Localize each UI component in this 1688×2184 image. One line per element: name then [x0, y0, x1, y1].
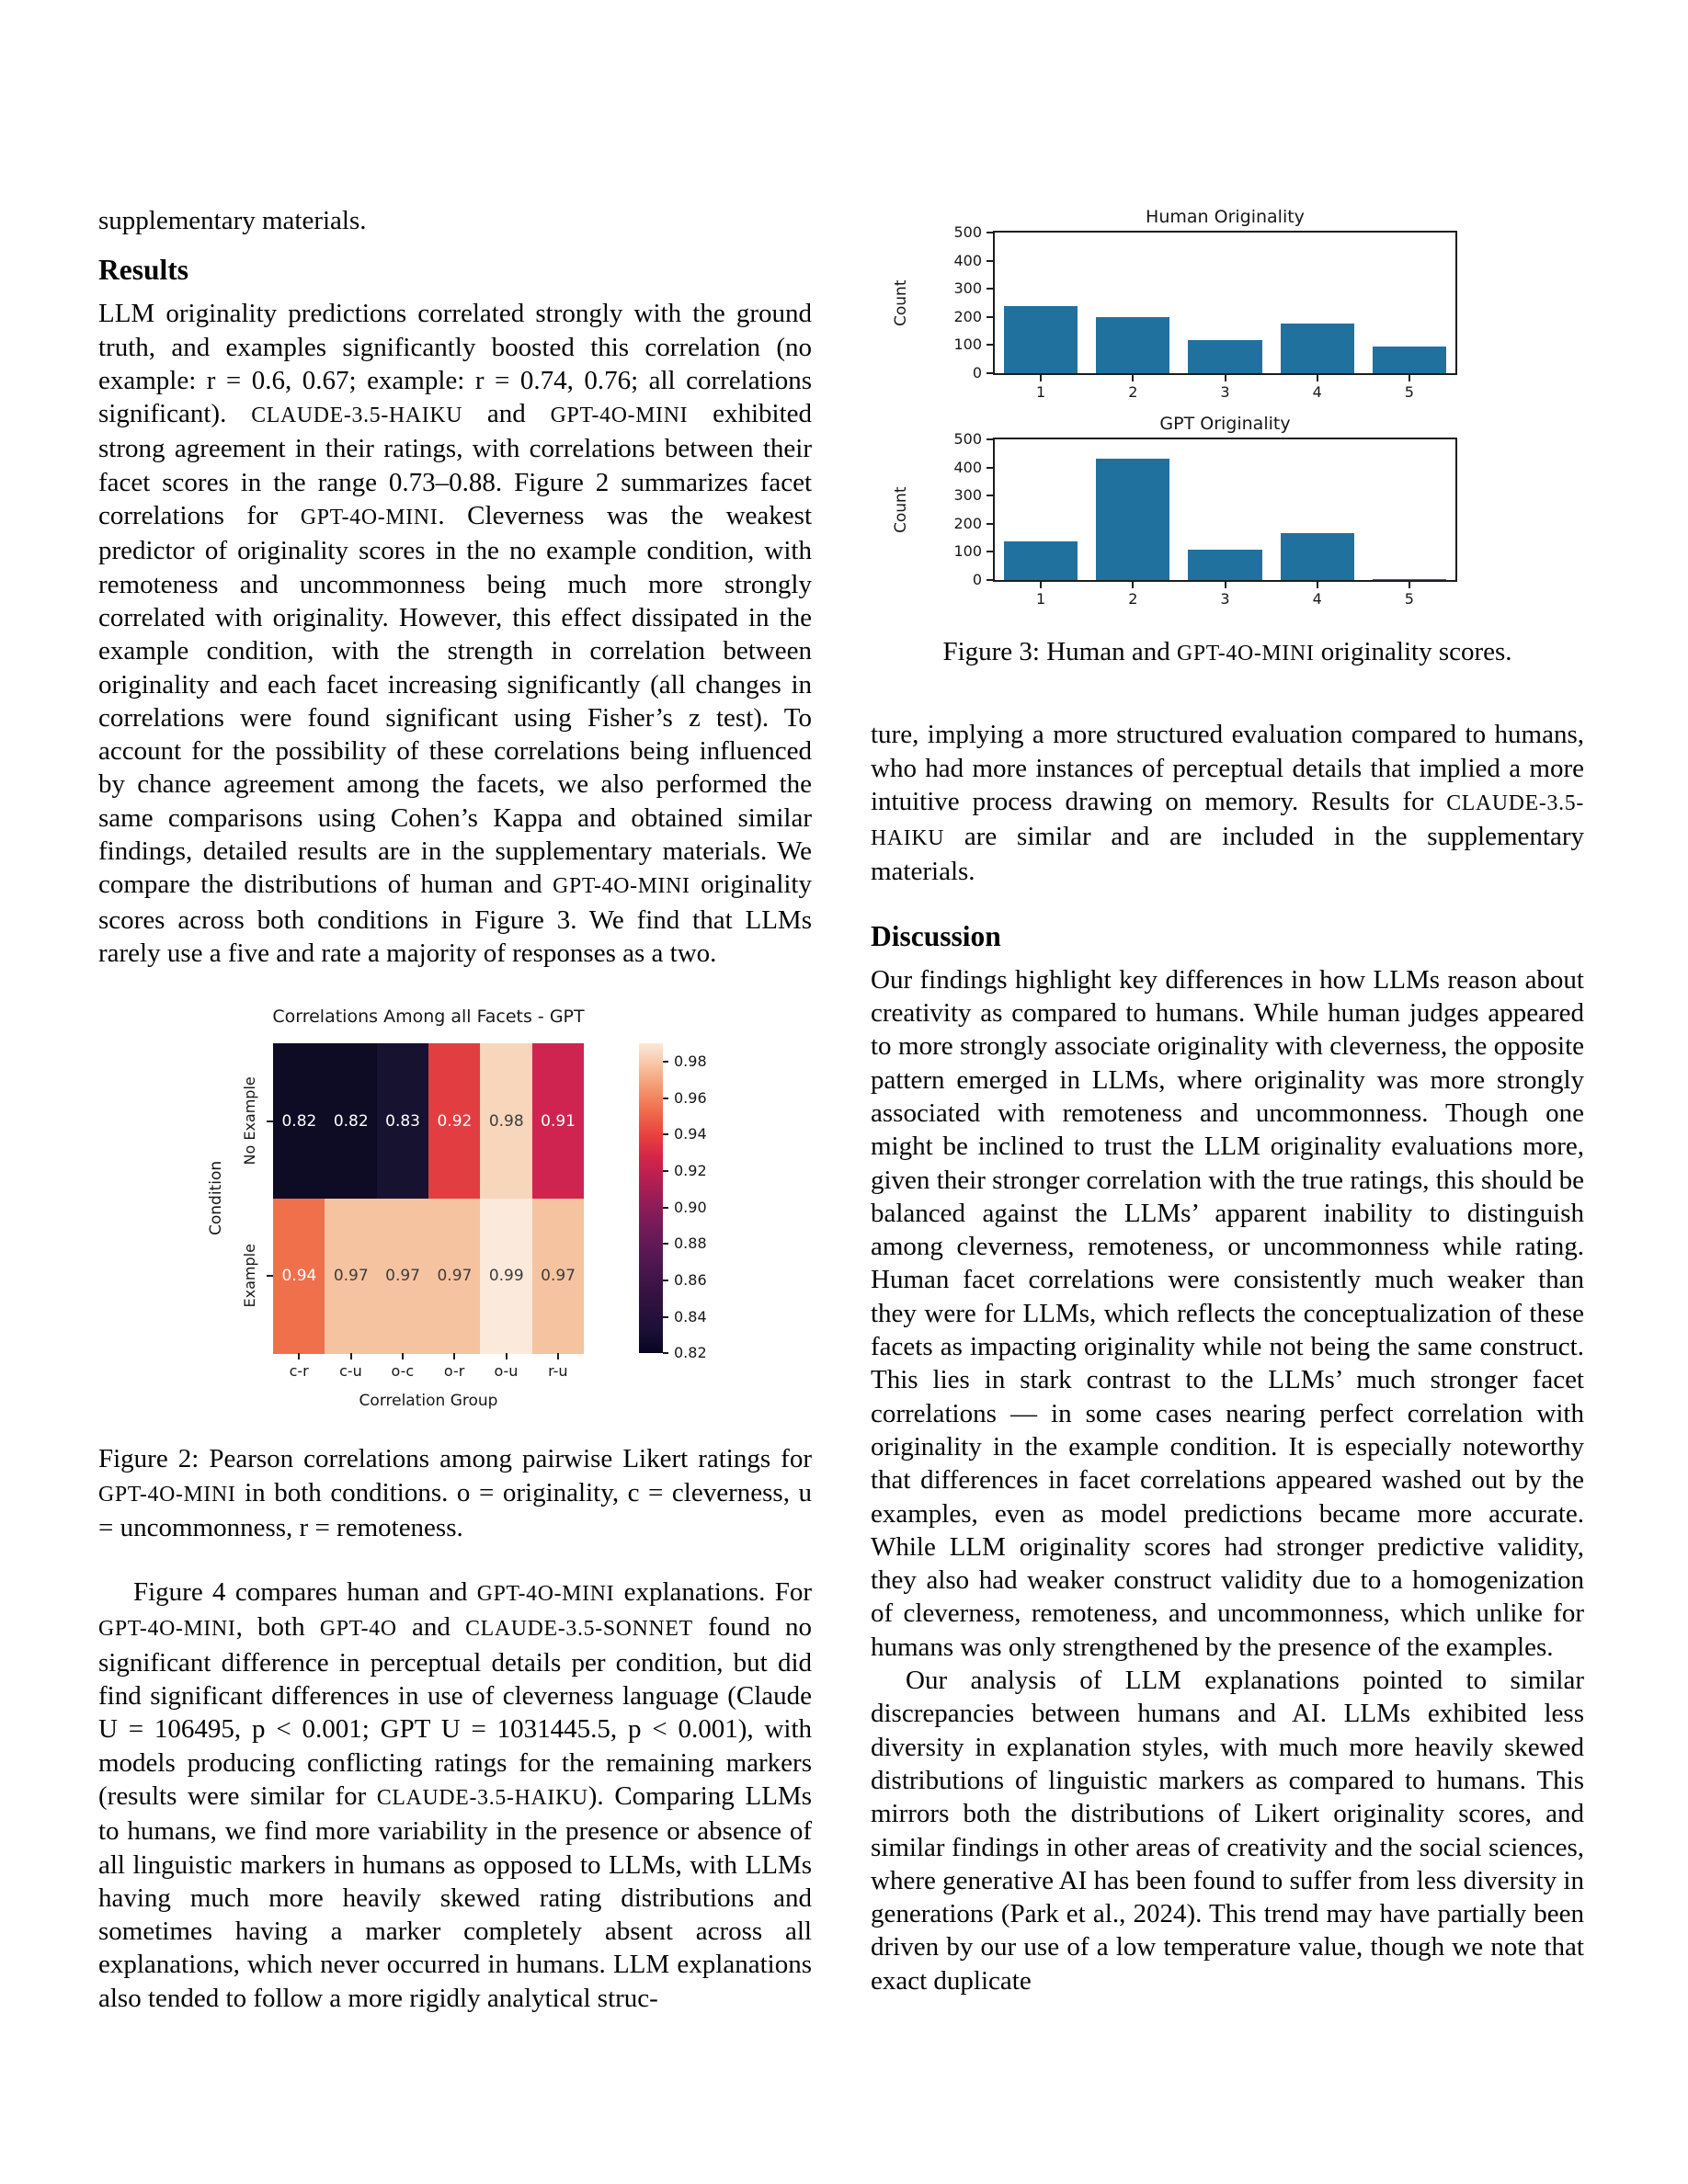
bar-3 — [1188, 340, 1261, 373]
heatmap-cell-Example-c-u: 0.97 — [325, 1199, 377, 1354]
bar-5 — [1373, 347, 1446, 373]
x-tick — [1317, 375, 1318, 381]
colorbar-tick — [663, 1170, 668, 1172]
x-tick-label: 3 — [1220, 383, 1230, 401]
model-name: GPT-4O-MINI — [1176, 642, 1315, 665]
bar-3 — [1188, 550, 1261, 580]
paragraph-supplementary-tail: supplementary materials. — [98, 206, 367, 235]
y-tick-label: 500 — [953, 223, 982, 241]
x-tick-label: r-u — [548, 1362, 568, 1381]
y-tick — [987, 495, 993, 496]
right-column — [871, 207, 1584, 1997]
figure2-caption: Figure 2: Pearson correlations among pairwise Likert ratings for GPT-4O-MINI in both conditions. o = originality, c = cleverness, u = uncommonness, r = remoteness. — [98, 1444, 812, 1542]
x-tick — [1409, 582, 1410, 588]
bar-4 — [1281, 533, 1354, 580]
y-tick-label: 200 — [953, 514, 982, 532]
model-name: CLAUDE-3.5-HAIKU — [376, 1785, 588, 1810]
x-tick-label: c-r — [289, 1362, 309, 1381]
x-tick-label: 3 — [1220, 590, 1230, 608]
model-name: CLAUDE-3.5-HAIKU — [251, 404, 463, 428]
y-tick — [987, 523, 993, 525]
x-tick — [350, 1353, 352, 1359]
y-tick — [987, 372, 993, 374]
heatmap-cell-No Example-c-r: 0.82 — [273, 1043, 325, 1199]
discussion-paragraph-2: Our analysis of LLM explanations pointed to similar discrepancies between humans and AI. LLMs exhibited less diversity in explanation styles, with much more heavily skewed distributions of linguistic markers as compared to humans. This mirrors both the distributions of Likert originality scores, and similar findings in other areas of creativity and the social sciences, where generative AI has been found to suffer from less diversity in generations (Park et al., 2024). This trend may have partially been driven by our use of a low temperature value, though we note that exact duplicate — [871, 1666, 1584, 1996]
heatmap-cell-Example-r-u: 0.97 — [532, 1199, 585, 1354]
discussion-heading: Discussion — [871, 919, 1001, 952]
x-tick-label: 2 — [1128, 590, 1138, 608]
heatmap-cell-No Example-o-c: 0.83 — [377, 1043, 429, 1199]
y-tick — [267, 1275, 273, 1277]
y-tick-label: 400 — [953, 251, 982, 269]
model-name: GPT-4O-MINI — [476, 1582, 615, 1607]
x-tick — [1040, 582, 1042, 588]
bar-1 — [1004, 541, 1078, 580]
y-tick-label: Example — [241, 1244, 258, 1308]
model-name: GPT-4O-MINI — [553, 874, 690, 899]
model-name: GPT-4O-MINI — [98, 1617, 236, 1642]
x-tick — [1225, 582, 1226, 588]
colorbar-tick-label: 0.88 — [674, 1234, 707, 1253]
x-tick — [557, 1353, 559, 1359]
chart-title: GPT Originality — [1159, 414, 1291, 434]
x-tick — [453, 1353, 455, 1359]
y-tick-label: No Example — [241, 1076, 258, 1166]
x-tick-label: 2 — [1128, 383, 1138, 401]
model-name: GPT-4O-MINI — [98, 1482, 236, 1507]
y-tick-label: 400 — [953, 458, 982, 476]
x-axis-label: Correlation Group — [359, 1392, 498, 1411]
figure3-caption: Figure 3: Human and GPT-4O-MINI originality scores. — [942, 637, 1512, 666]
colorbar-tick-label: 0.82 — [674, 1344, 707, 1362]
y-tick-label: 0 — [972, 571, 982, 588]
bar-1 — [1004, 306, 1078, 373]
x-tick-label: c-u — [339, 1362, 362, 1381]
y-tick — [987, 579, 993, 581]
x-tick-label: 1 — [1036, 383, 1046, 401]
discussion-paragraph-1: Our findings highlight key differences in how LLMs reason about creativity as compared to humans. While human judges appeared to more strongly associate originality with cleverness, the opposite pattern emerged in LLMs, where originality was more strongly associated with remoteness and uncommonness. Though one might be inclined to trust the LLM originality evaluations more, given their stronger correlation with the true ratings, this should be balanced against the LLMs’ apparent inability to distinguish among cleverness, remoteness, or uncommonness while rating. Human facet correlations were consistently much weaker than they were for LLMs, which reflects the conceptualization of these facets as impacting originality while not being the same construct. This lies in stark contrast to the LLMs’ much stronger facet correlations — in some cases nearing perfect correlation with originality in the example condition. It is especially noteworthy that differences in facet correlations appeared washed out by the examples, even as model predictions became more accurate. While LLM originality scores had stronger predictive validity, they also had weaker construct validity due to a homogenization of cleverness, remoteness, and uncommonness, which unlike for humans was only strengthened by the presence of the examples. — [871, 964, 1584, 1662]
model-name: CLAUDE-3.5-SONNET — [465, 1617, 693, 1642]
colorbar — [639, 1043, 663, 1353]
bar-5 — [1373, 579, 1446, 580]
x-tick — [1132, 582, 1134, 588]
figure3-charts — [871, 207, 1584, 609]
colorbar-tick — [663, 1207, 668, 1209]
results-heading: Results — [98, 254, 189, 287]
colorbar-tick — [663, 1280, 668, 1281]
x-tick — [1317, 582, 1318, 588]
colorbar-tick-label: 0.86 — [674, 1270, 707, 1289]
y-axis-label: Count — [892, 279, 910, 326]
colorbar-tick — [663, 1098, 668, 1099]
y-axis-label: Condition — [207, 1161, 225, 1236]
x-tick — [1040, 375, 1042, 381]
continuation-paragraph: ture, implying a more structured evaluation compared to humans, who had more instances of perceptual details that implied a more intuitive process drawing on memory. Results for CLAUDE-3.5-HAIKU are similar and are included in the supplementary materials. — [871, 720, 1584, 887]
x-tick-label: o-c — [391, 1362, 415, 1381]
x-tick-label: 4 — [1312, 590, 1322, 608]
y-tick — [987, 344, 993, 346]
colorbar-tick-label: 0.94 — [674, 1125, 707, 1143]
model-name: GPT-4O-MINI — [300, 506, 439, 530]
left-column — [98, 204, 812, 2015]
y-tick — [987, 316, 993, 318]
heatmap-cell-Example-o-c: 0.97 — [377, 1199, 429, 1354]
figure4-paragraph: Figure 4 compares human and GPT-4O-MINI explanations. For GPT-4O-MINI, both GPT-4O and CLAUDE-3.5-SONNET found no significant difference in perceptual details per condition, but did find significant differences in use of cleverness language (Claude U = 106495, p < 0.001; GPT U = 1031445.5, p < 0.001), with models producing conflicting ratings for the remaining markers (results were similar for CLAUDE-3.5-HAIKU). Comparing LLMs to humans, we find more variability in the presence or absence of all linguistic markers in humans as opposed to LLMs, with LLMs having much more heavily skewed rating distributions and sometimes having a marker completely absent across all explanations, which never occurred in humans. LLM explanations also tended to follow a more rigidly analytical struc- — [98, 1577, 812, 2013]
colorbar-tick — [663, 1133, 668, 1135]
x-tick — [298, 1353, 300, 1359]
colorbar-tick — [663, 1316, 668, 1318]
y-tick — [987, 467, 993, 469]
x-tick-label: 1 — [1036, 590, 1046, 608]
colorbar-tick-label: 0.92 — [674, 1162, 707, 1180]
heatmap-cell-Example-c-r: 0.94 — [273, 1199, 325, 1354]
heatmap-cell-No Example-o-u: 0.98 — [480, 1043, 532, 1199]
y-tick — [987, 551, 993, 552]
heatmap-grid — [273, 1043, 584, 1353]
colorbar-tick-label: 0.96 — [674, 1088, 707, 1107]
colorbar-tick-label: 0.84 — [674, 1307, 707, 1325]
y-tick-label: 200 — [953, 307, 982, 325]
y-tick — [987, 232, 993, 233]
heatmap-cell-No Example-r-u: 0.91 — [532, 1043, 585, 1199]
y-tick — [987, 288, 993, 290]
heatmap-cell-Example-o-r: 0.97 — [428, 1199, 481, 1354]
model-name: CLAUDE-3.5-HAIKU — [871, 791, 1584, 851]
colorbar-tick — [663, 1061, 668, 1063]
x-tick-label: 5 — [1404, 383, 1414, 401]
x-tick — [1225, 375, 1226, 381]
x-tick — [1132, 375, 1134, 381]
y-tick — [987, 260, 993, 262]
y-tick-label: 0 — [972, 364, 982, 381]
plot-area — [993, 231, 1457, 375]
chart-title: Correlations Among all Facets - GPT — [272, 1007, 585, 1028]
figure3-human-originality-chart — [871, 207, 1584, 403]
colorbar-tick-label: 0.90 — [674, 1198, 707, 1216]
y-tick-label: 300 — [953, 279, 982, 298]
bar-2 — [1096, 317, 1169, 373]
colorbar-tick-label: 0.98 — [674, 1052, 707, 1071]
y-tick-label: 100 — [953, 542, 982, 561]
figure2-heatmap — [98, 1003, 812, 1418]
y-tick-label: 300 — [953, 486, 982, 505]
chart-title: Human Originality — [1146, 207, 1305, 227]
heatmap-cell-No Example-c-u: 0.82 — [325, 1043, 377, 1199]
figure3-gpt-originality-chart — [871, 414, 1584, 609]
bar-2 — [1096, 459, 1169, 580]
colorbar-tick — [663, 1243, 668, 1245]
bar-4 — [1281, 324, 1354, 373]
x-tick-label: o-r — [443, 1362, 465, 1381]
x-tick-label: 4 — [1312, 383, 1322, 401]
x-tick — [402, 1353, 404, 1359]
heatmap-cell-Example-o-u: 0.99 — [480, 1199, 532, 1354]
model-name: GPT-4O-MINI — [550, 404, 689, 428]
x-tick — [506, 1353, 508, 1359]
model-name: GPT-4O — [319, 1617, 397, 1642]
colorbar-tick — [663, 1352, 668, 1354]
x-tick-label: 5 — [1404, 590, 1414, 608]
x-tick-label: o-u — [494, 1362, 519, 1381]
y-tick — [987, 438, 993, 440]
heatmap-cell-No Example-o-r: 0.92 — [428, 1043, 481, 1199]
results-paragraph: LLM originality predictions correlated strongly with the ground truth, and examples significantly boosted this correlation (no example: r = 0.6, 0.67; example: r = 0.74, 0.76; all correlations significant). CLAUDE-3.5-HAIKU and GPT-4O-MINI exhibited strong agreement in their ratings, with correlations between their facet scores in the range 0.73–0.88. Figure 2 summarizes facet correlations for GPT-4O-MINI. Cleverness was the weakest predictor of originality scores in the no example condition, with remoteness and uncommonness being much more strongly correlated with originality. However, this effect dissipated in the example condition, with the strength in correlation between originality and each facet increasing significantly (all changes in correlations were found significant using Fisher’s z test). To account for the possibility of these correlations being influenced by chance agreement among the facets, we also performed the same comparisons using Cohen’s Kappa and obtained similar findings, detailed results are in the supplementary materials. We compare the distributions of human and GPT-4O-MINI originality scores across both conditions in Figure 3. We find that LLMs rarely use a five and rate a majority of responses as a two. — [98, 299, 813, 968]
y-tick — [267, 1120, 273, 1122]
y-tick-label: 100 — [953, 336, 982, 354]
plot-area — [993, 438, 1457, 582]
x-tick — [1409, 375, 1410, 381]
y-axis-label: Count — [892, 486, 910, 533]
y-tick-label: 500 — [953, 430, 982, 448]
